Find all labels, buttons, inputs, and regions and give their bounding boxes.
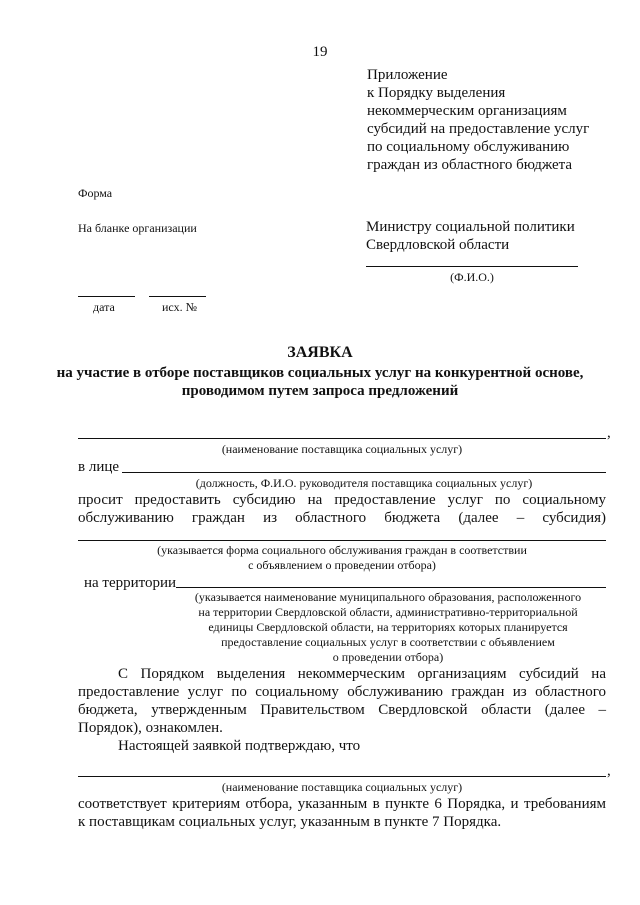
territory-caption-line: на территории Свердловской области, административно-территориальной [198, 605, 578, 619]
fio-caption: (Ф.И.О.) [450, 270, 494, 284]
service-form-line[interactable] [78, 540, 606, 541]
request-line2: обслуживанию граждан из областного бюджета (далее – субсидия) [78, 510, 606, 526]
service-form-caption-1: (указывается форма социального обслуживания граждан в соответствии [157, 543, 527, 557]
letterhead-label: На бланке организации [78, 221, 197, 235]
date-line[interactable] [78, 296, 135, 297]
provider-caption: (наименование поставщика социальных услуг) [221, 442, 463, 456]
territory-caption-line: (указывается наименование муниципального образования, расположенного [194, 590, 582, 604]
territory-caption [168, 590, 608, 665]
territory-caption-line: предоставление социальных услуг в соответствии с объявлением [221, 635, 555, 649]
page-number: 19 [312, 44, 328, 60]
appendix-line: к Порядку выделения [367, 85, 506, 101]
provider-name-line[interactable] [78, 438, 606, 439]
appendix-line: по социальному обслуживанию [367, 139, 570, 155]
document-subtitle-line1: на участие в отборе поставщиков социальных услуг на конкурентной основе, [56, 365, 584, 381]
territory-line[interactable] [176, 587, 606, 588]
fio-line[interactable] [366, 266, 578, 267]
in-person-label: в лице [78, 459, 120, 475]
territory-caption-line: единицы Свердловской области, на территориях которых планируется [208, 620, 568, 634]
appendix-line: Приложение [367, 67, 448, 83]
head-position-caption: (должность, Ф.И.О. руководителя поставщика социальных услуг) [195, 476, 533, 490]
ref-label: исх. № [162, 300, 198, 314]
head-position-line[interactable] [122, 472, 606, 473]
para1-line2: предоставление услуг по социальному обслуживанию граждан из областного [78, 684, 606, 700]
request-line1: просит предоставить субсидию на предоставление услуг по социальному [78, 492, 606, 508]
document-subtitle-line2: проводимом путем запроса предложений [181, 383, 459, 399]
appendix-block [367, 66, 627, 174]
addressee-line: Министру социальной политики [366, 219, 575, 235]
appendix-line: некоммерческим организациям [367, 103, 567, 119]
provider-name-line-2[interactable] [78, 776, 606, 777]
service-form-caption-2: с объявлением о проведении отбора) [248, 558, 436, 572]
para1-line4: Порядок), ознакомлен. [78, 720, 223, 736]
form-label: Форма [78, 186, 113, 200]
para2-line1: соответствует критериям отбора, указанным в пункте 6 Порядка, и требованиям [78, 796, 606, 812]
provider-comma: , [607, 425, 611, 441]
provider-caption-2: (наименование поставщика социальных услуг) [221, 780, 463, 794]
addressee [366, 218, 626, 254]
appendix-line: граждан из областного бюджета [367, 157, 573, 173]
territory-caption-line: о проведении отбора) [332, 650, 444, 664]
ref-number-line[interactable] [149, 296, 206, 297]
para1-line3: бюджета, утвержденным Правительством Свердловской области (далее – [78, 702, 606, 718]
date-label: дата [93, 300, 115, 314]
provider-comma-2: , [607, 763, 611, 779]
addressee-line: Свердловской области [366, 237, 510, 253]
para2-line2: к поставщикам социальных услуг, указанным в пункте 7 Порядка. [78, 814, 502, 830]
territory-label: на территории [84, 575, 177, 591]
document-title: ЗАЯВКА [287, 344, 353, 361]
para1-line1: С Порядком выделения некоммерческим организациям субсидий на [118, 666, 606, 682]
confirm-text: Настоящей заявкой подтверждаю, что [118, 738, 361, 754]
appendix-line: субсидий на предоставление услуг [367, 121, 590, 137]
